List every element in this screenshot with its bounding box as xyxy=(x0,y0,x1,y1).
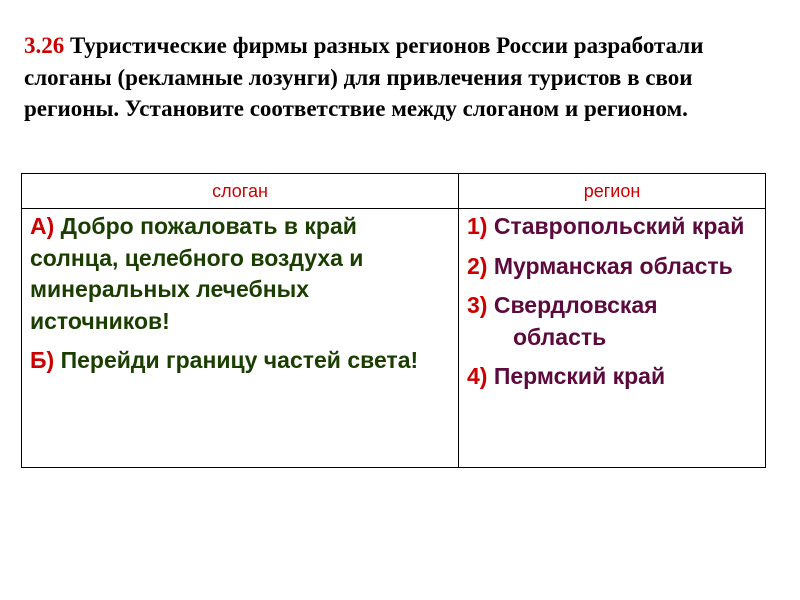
region-item-4 xyxy=(467,361,757,393)
slogan-item-a xyxy=(30,211,450,337)
region-text: Ставропольский край xyxy=(487,213,745,239)
region-number: 4) xyxy=(467,363,488,389)
region-text: Пермский край xyxy=(487,363,666,389)
region-item-3 xyxy=(467,290,757,353)
region-text: Мурманская область xyxy=(487,252,733,279)
region-item-2 xyxy=(467,251,757,283)
slogan-letter: А) xyxy=(30,213,55,239)
slogan-cell xyxy=(22,209,459,468)
slogan-text: Добро пожаловать в край солнца, целебного воздуха и минеральных лечебных источников! xyxy=(30,213,364,334)
table-header-row xyxy=(22,174,766,209)
header-slogan: слоган xyxy=(22,174,459,209)
slogan-item-b xyxy=(30,345,450,377)
task-statement xyxy=(24,30,784,125)
region-number: 2) xyxy=(467,252,488,279)
task-text: Туристические фирмы разных регионов России разработали слоганы (рекламные лозунги) для привлечения туристов в свои регионы. Установите соответствие между слоганом и регионом. xyxy=(24,33,704,121)
task-number: 3.26 xyxy=(24,33,65,58)
table-row xyxy=(22,209,766,468)
matching-table xyxy=(21,173,766,468)
region-text: Свердловская область xyxy=(487,292,658,350)
region-number: 3) xyxy=(467,292,488,318)
region-cell xyxy=(459,209,766,468)
region-number: 1) xyxy=(467,213,488,239)
header-region: регион xyxy=(459,174,766,209)
slogan-text: Перейди границу частей света! xyxy=(54,347,419,373)
slogan-letter: Б) xyxy=(30,347,55,373)
region-item-1 xyxy=(467,211,757,243)
